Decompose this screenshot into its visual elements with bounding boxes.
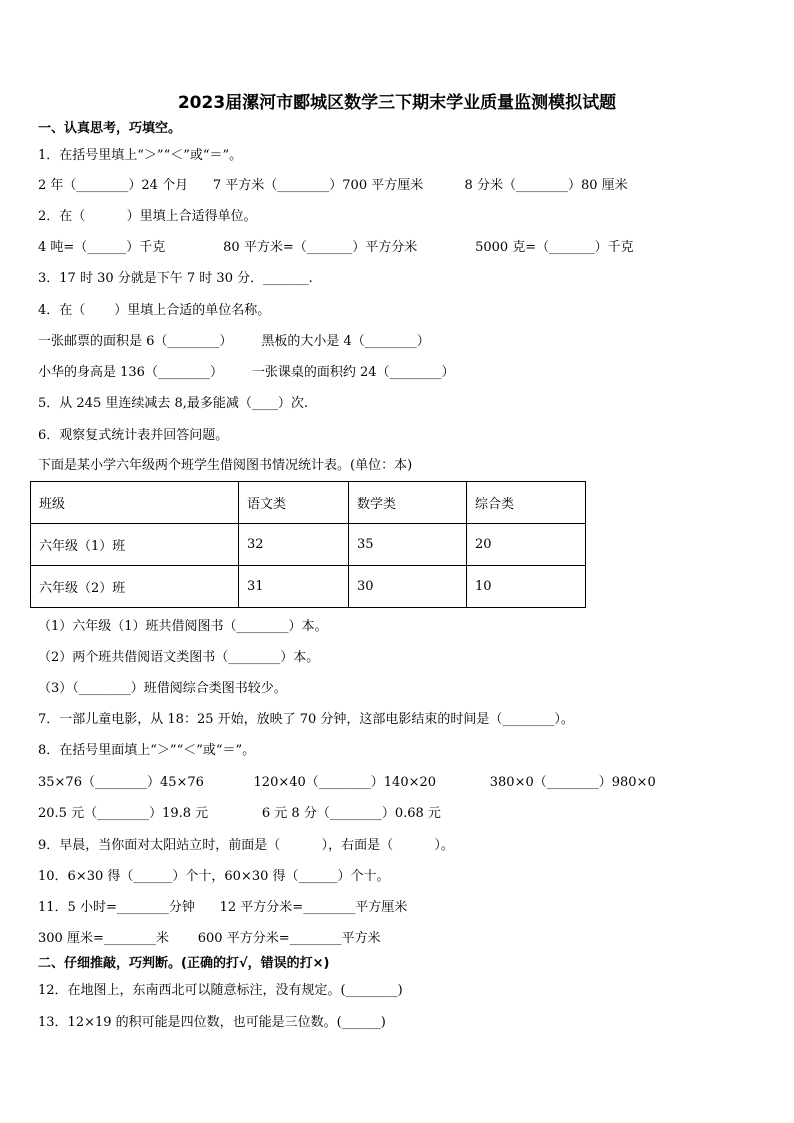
question-4-line-b: 小华的身高是 136（________） 一张课桌的面积约 24（________） <box>38 365 455 380</box>
question-1-items: 2 年（________）24 个月 7 平方米（________）700 平方厘米 8 分米（________）80 厘米 <box>38 178 628 193</box>
table-cell: 30 <box>349 566 467 608</box>
question-6-part-1: （1）六年级（1）班共借阅图书（________）本。 <box>38 619 328 634</box>
question-6-part-3: （3）（________）班借阅综合类图书较少。 <box>38 681 287 696</box>
table-row <box>31 524 586 566</box>
table-header-cell: 综合类 <box>467 482 586 524</box>
table-cell: 35 <box>349 524 467 566</box>
question-10: 10．6×30 得（______）个十，60×30 得（______）个十。 <box>38 869 390 884</box>
question-4: 4．在（ ）里填上合适的单位名称。 <box>38 303 271 318</box>
table-row <box>31 566 586 608</box>
table-header-cell: 语文类 <box>239 482 349 524</box>
section-heading-2: 二、仔细推敲，巧判断。(正确的打√，错误的打×) <box>38 956 330 971</box>
question-6-part-2: （2）两个班共借阅语文类图书（________）本。 <box>38 650 320 665</box>
question-11-line-b: 300 厘米=________米 600 平方分米=________平方米 <box>38 931 381 946</box>
question-3: 3．17 时 30 分就是下午 7 时 30 分．_______. <box>38 271 313 286</box>
table-header-cell: 数学类 <box>349 482 467 524</box>
section-heading-1: 一、认真思考，巧填空。 <box>38 121 182 136</box>
question-7: 7．一部儿童电影，从 18：25 开始，放映了 70 分钟，这部电影结束的时间是（________）。 <box>38 712 574 727</box>
question-9: 9．早晨，当你面对太阳站立时，前面是（ ），右面是（ ）。 <box>38 838 454 853</box>
table-cell: 10 <box>467 566 586 608</box>
question-5: 5．从 245 里连续减去 8,最多能减（____）次. <box>38 396 309 411</box>
table-cell: 六年级（1）班 <box>31 524 239 566</box>
question-2: 2．在（ ）里填上合适得单位。 <box>38 209 257 224</box>
question-11-line-a: 11．5 小时=________分钟 12 平方分米=________平方厘米 <box>38 900 408 915</box>
question-1: 1．在括号里填上“＞”“＜”或“＝”。 <box>38 148 243 163</box>
question-6: 6．观察复式统计表并回答问题。 <box>38 428 229 443</box>
table-cell: 31 <box>239 566 349 608</box>
table-cell: 六年级（2）班 <box>31 566 239 608</box>
question-4-line-a: 一张邮票的面积是 6（________） 黑板的大小是 4（________） <box>38 334 430 349</box>
table-cell: 20 <box>467 524 586 566</box>
table-cell: 32 <box>239 524 349 566</box>
question-6-intro: 下面是某小学六年级两个班学生借阅图书情况统计表。(单位：本) <box>38 458 413 473</box>
page-title: 2023届漯河市郾城区数学三下期末学业质量监测模拟试题 <box>177 93 617 113</box>
statistics-table <box>30 481 586 608</box>
question-8-line-a: 35×76（________）45×76 120×40（________）140×20 380×0（________）980×0 <box>38 775 656 790</box>
question-8-line-b: 20.5 元（________）19.8 元 6 元 8 分（________）0.68 元 <box>38 806 441 821</box>
table-header-cell: 班级 <box>31 482 239 524</box>
question-12: 12．在地图上，东南西北可以随意标注，没有规定。(________) <box>38 983 403 998</box>
question-13: 13．12×19 的积可能是四位数，也可能是三位数。(______) <box>38 1015 386 1030</box>
question-2-items: 4 吨=（______）千克 80 平方米=（_______）平方分米 5000 克=（_______）千克 <box>38 240 634 255</box>
table-header-row <box>31 482 586 524</box>
question-8: 8．在括号里面填上“＞”“＜”或“＝”。 <box>38 743 256 758</box>
